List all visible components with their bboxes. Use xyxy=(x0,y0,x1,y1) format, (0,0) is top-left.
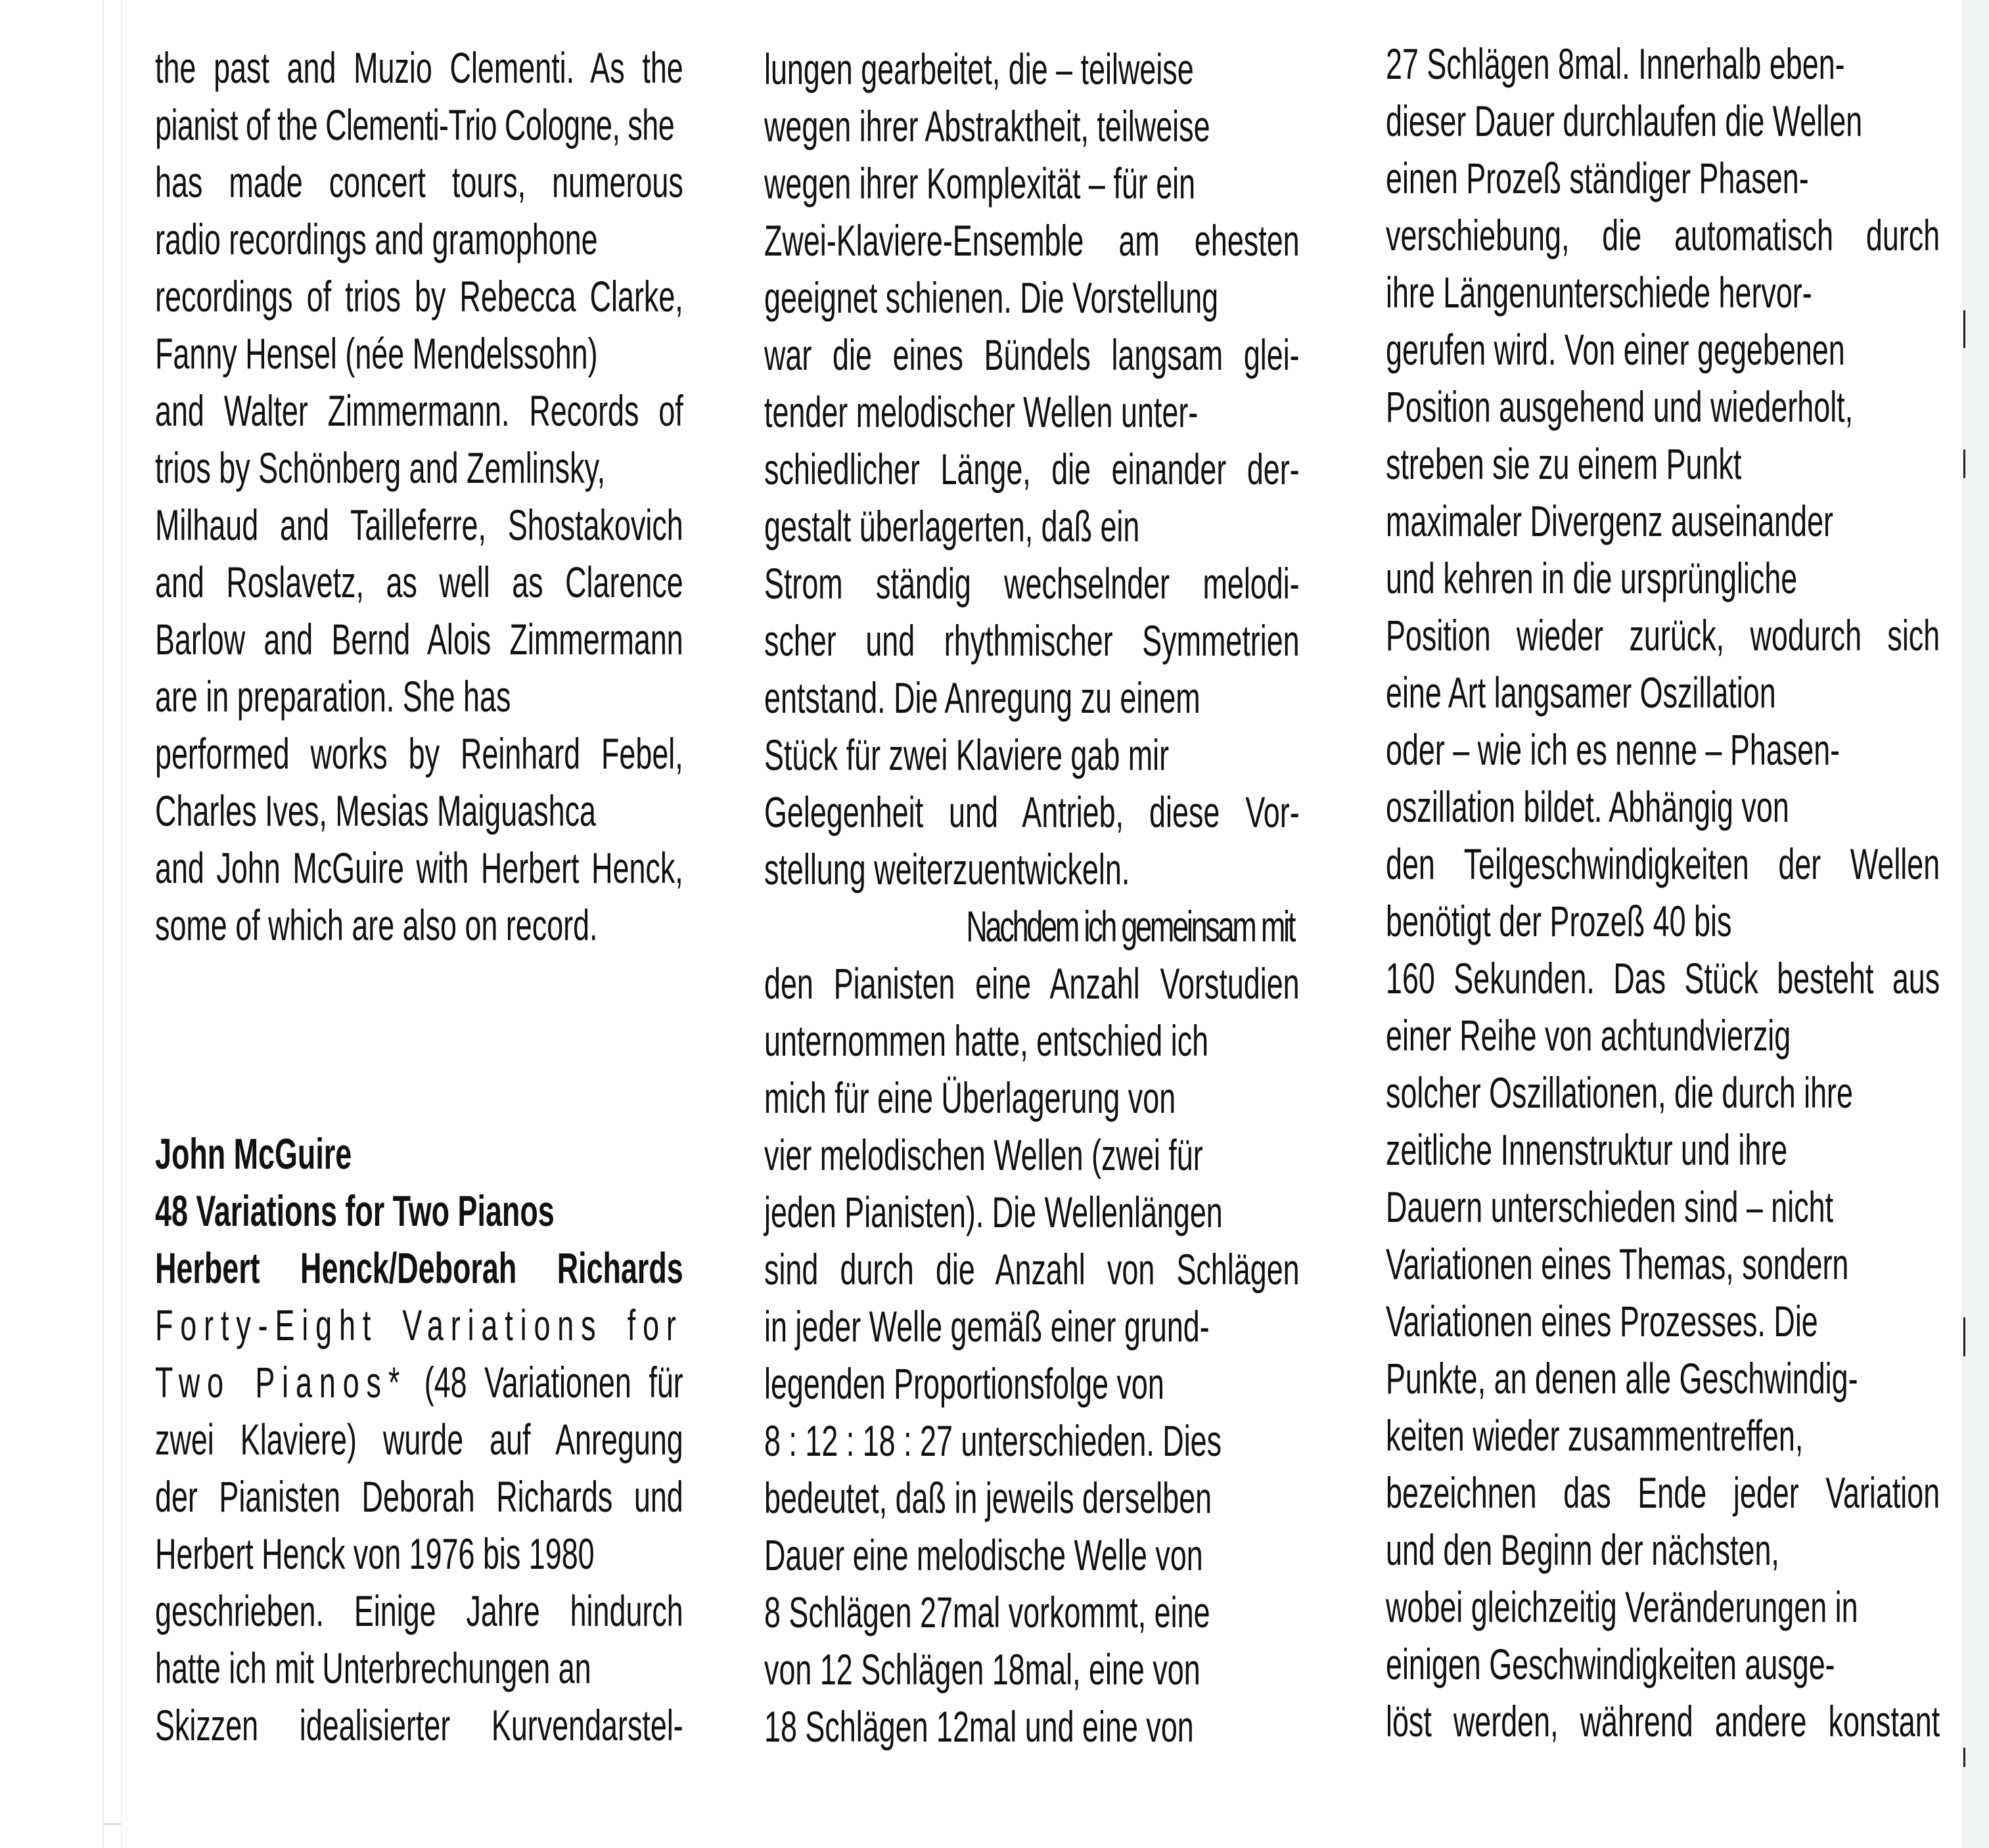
text-line-content: Zwei-Klaviere-Ensemble am ehesten xyxy=(764,216,1300,265)
text-line-content: Gelegenheit und Antrieb, diese Vor- xyxy=(764,788,1300,836)
text-line xyxy=(155,611,683,668)
page-edge xyxy=(1963,0,1989,1848)
text-line xyxy=(1386,436,1940,493)
text-line xyxy=(764,1641,1300,1698)
text-line xyxy=(155,1583,683,1640)
text-line xyxy=(1386,1064,1940,1121)
text-line xyxy=(764,269,1300,327)
text-line-content: lungen gearbeitet, die – teilweise xyxy=(764,45,1194,93)
text-line xyxy=(1386,607,1940,664)
text-line-content: oder – wie ich es nenne – Phasen- xyxy=(1386,725,1840,774)
text-line-content: mich für eine Überlagerung von xyxy=(764,1073,1176,1122)
text-line xyxy=(764,1012,1300,1070)
text-line-content: solcher Oszillationen, die durch ihre xyxy=(1386,1068,1853,1117)
text-line xyxy=(155,39,683,97)
work-title-text: 48 Variations for Two Pianos xyxy=(155,1186,555,1235)
text-line-content: radio recordings and gramophone xyxy=(155,215,598,263)
text-line xyxy=(764,1527,1300,1584)
text-line-content: 27 Schlägen 8mal. Innerhalb eben- xyxy=(1386,39,1845,88)
text-line xyxy=(1386,93,1940,150)
work-description xyxy=(155,1411,683,1754)
text-line xyxy=(764,841,1300,898)
text-line-content: geeignet schienen. Die Vorstellung xyxy=(764,273,1219,322)
text-line-content: vier melodischen Wellen (zwei für xyxy=(764,1131,1203,1179)
text-line-content: Charles Ives, Mesias Maiguashca xyxy=(155,786,596,835)
text-line xyxy=(155,268,683,325)
text-line-content: oszillation bildet. Abhängig von xyxy=(1386,782,1789,831)
text-line-content: Dauern unterschieden sind – nicht xyxy=(1386,1183,1834,1231)
text-line xyxy=(1386,1236,1940,1293)
text-line-content: hatte ich mit Unterbrechungen an xyxy=(155,1644,591,1692)
text-line-content: 8 : 12 : 18 : 27 unterschieden. Dies xyxy=(764,1416,1222,1465)
text-line-content: and Roslavetz, as well as Clarence xyxy=(155,558,683,606)
page-corner-mark xyxy=(104,1823,121,1825)
text-line xyxy=(764,441,1300,498)
text-line-content: den Teilgeschwindigkeiten der Wellen xyxy=(1386,840,1940,888)
text-line xyxy=(764,612,1300,669)
text-line-content: und kehren in die ursprüngliche xyxy=(1386,554,1798,602)
text-line-content: Nachdem ich gemeinsam mit xyxy=(966,902,1294,951)
text-line xyxy=(764,1070,1300,1127)
text-line xyxy=(155,897,683,954)
text-line xyxy=(1386,493,1940,550)
text-line xyxy=(155,668,683,725)
text-line-content: Fanny Hensel (née Mendelssohn) xyxy=(155,329,598,378)
german-title-start: (48 Variationen für xyxy=(424,1358,683,1407)
text-line-content: der Pianisten Deborah Richards und xyxy=(155,1472,683,1521)
text-line xyxy=(764,1184,1300,1241)
work-composer-text: John McGuire xyxy=(155,1129,352,1178)
text-line xyxy=(1386,321,1940,378)
text-line xyxy=(764,955,1300,1012)
text-line-content: streben sie zu einem Punkt xyxy=(1386,439,1742,488)
column-3 xyxy=(1386,35,1940,1750)
text-line xyxy=(155,1468,683,1525)
text-line-content: Strom ständig wechselnder melodi- xyxy=(764,559,1300,608)
text-line-content: 8 Schlägen 27mal vorkommt, eine xyxy=(764,1588,1210,1636)
edge-mark xyxy=(1963,1317,1965,1357)
text-line xyxy=(155,840,683,897)
text-line-content: 160 Sekunden. Das Stück besteht aus xyxy=(1386,954,1940,1003)
text-line-content: zwei Klaviere) wurde auf Anregung xyxy=(155,1415,683,1464)
edge-mark xyxy=(1963,449,1965,478)
text-line xyxy=(155,97,683,154)
text-line xyxy=(764,1584,1300,1641)
work-performers xyxy=(155,1240,683,1297)
text-line xyxy=(764,1412,1300,1470)
text-line-content: einer Reihe von achtundvierzig xyxy=(1386,1011,1791,1060)
text-line-content: gestalt überlagerten, daß ein xyxy=(764,502,1140,551)
text-line-content: tender melodischer Wellen unter- xyxy=(764,388,1199,436)
text-line-content: von 12 Schlägen 18mal, eine von xyxy=(764,1645,1200,1694)
text-line-content: den Pianisten eine Anzahl Vorstudien xyxy=(764,959,1300,1008)
text-line xyxy=(764,727,1300,784)
text-line-content: Position ausgehend und wiederholt, xyxy=(1386,382,1854,431)
text-line xyxy=(155,382,683,439)
text-line-content: wobei gleichzeitig Veränderungen in xyxy=(1386,1583,1858,1631)
english-title-end-wrapper xyxy=(155,1358,683,1407)
bio-paragraph xyxy=(155,39,683,954)
text-line xyxy=(1386,550,1940,607)
work-entry xyxy=(155,1125,683,1754)
text-line-content: maximaler Divergenz auseinander xyxy=(1386,497,1834,545)
text-line-content: legenden Proportionsfolge von xyxy=(764,1359,1164,1408)
english-title-line xyxy=(155,1297,683,1354)
text-line xyxy=(764,212,1300,269)
text-line-content: einen Prozeß ständiger Phasen- xyxy=(1386,154,1809,202)
text-line xyxy=(764,898,1300,955)
column-2 xyxy=(764,41,1300,1755)
text-line xyxy=(155,211,683,268)
text-line xyxy=(1386,378,1940,436)
text-line xyxy=(1386,1007,1940,1064)
text-line xyxy=(155,554,683,611)
english-title-end: Two Pianos* xyxy=(155,1358,407,1407)
text-line-content: recordings of trios by Rebecca Clarke, xyxy=(155,272,683,321)
text-line xyxy=(155,1411,683,1468)
text-line-content: Skizzen idealisierter Kurvendarstel- xyxy=(155,1701,683,1749)
text-line xyxy=(1386,1579,1940,1636)
text-line xyxy=(764,1355,1300,1412)
text-line-content: jeden Pianisten). Die Wellenlängen xyxy=(764,1188,1223,1236)
text-line xyxy=(764,1470,1300,1527)
text-line xyxy=(1386,1179,1940,1236)
text-line xyxy=(1386,1464,1940,1521)
text-line-content: verschiebung, die automatisch durch xyxy=(1386,211,1940,259)
edge-mark xyxy=(1963,310,1965,348)
text-line xyxy=(1386,1636,1940,1693)
text-line-content: scher und rhythmischer Symmetrien xyxy=(764,616,1300,665)
text-line xyxy=(764,784,1300,841)
work-title xyxy=(155,1183,683,1240)
text-line-content: pianist of the Clementi-Trio Cologne, she xyxy=(155,101,675,149)
text-line-content: Barlow and Bernd Alois Zimmermann xyxy=(155,615,683,664)
text-line xyxy=(764,155,1300,212)
text-line-content: eine Art langsamer Oszillation xyxy=(1386,668,1776,717)
text-line-content: trios by Schönberg and Zemlinsky, xyxy=(155,443,606,492)
text-line xyxy=(155,439,683,497)
paragraph-2 xyxy=(764,898,1300,1755)
text-line xyxy=(1386,264,1940,321)
text-line xyxy=(155,1640,683,1697)
text-line-content: geschrieben. Einige Jahre hindurch xyxy=(155,1587,683,1635)
text-line-content: Milhaud and Tailleferre, Shostakovich xyxy=(155,501,683,549)
text-line xyxy=(1386,1350,1940,1407)
text-line xyxy=(1386,150,1940,207)
text-line xyxy=(155,1697,683,1754)
text-line-content: gerufen wird. Von einer gegebenen xyxy=(1386,325,1845,374)
text-line xyxy=(764,327,1300,384)
text-line xyxy=(764,669,1300,727)
text-line-content: stellung weiterzuentwickeln. xyxy=(764,845,1130,893)
text-line xyxy=(764,384,1300,441)
text-line xyxy=(155,325,683,382)
text-line xyxy=(1386,1293,1940,1350)
text-line-content: some of which are also on record. xyxy=(155,901,598,949)
text-line-content: war die eines Bündels langsam glei- xyxy=(764,330,1300,379)
text-line-content: schiedlicher Länge, die einander der- xyxy=(764,445,1300,493)
text-line-content: in jeder Welle gemäß einer grund- xyxy=(764,1302,1210,1351)
text-line-content: zeitliche Innenstruktur und ihre xyxy=(1386,1125,1788,1174)
paragraph-1 xyxy=(764,41,1300,898)
text-line-content: benötigt der Prozeß 40 bis xyxy=(1386,897,1732,945)
text-line xyxy=(1386,1407,1940,1464)
work-performers-text: Herbert Henck/Deborah Richards xyxy=(155,1244,683,1292)
text-line xyxy=(764,1698,1300,1755)
text-line-content: sind durch die Anzahl von Schlägen xyxy=(764,1245,1300,1294)
text-line-content: löst werden, während andere konstant xyxy=(1386,1697,1940,1746)
text-line-content: performed works by Reinhard Febel, xyxy=(155,729,683,778)
english-title-text: Forty-Eight Variations for xyxy=(155,1301,683,1349)
text-line-content: Position wieder zurück, wodurch sich xyxy=(1386,611,1940,660)
text-line xyxy=(155,725,683,782)
edge-mark xyxy=(1963,1747,1965,1767)
text-line xyxy=(1386,950,1940,1007)
text-line-content: and John McGuire with Herbert Henck, xyxy=(155,844,683,892)
text-line-content: Stück für zwei Klaviere gab mir xyxy=(764,731,1170,779)
text-line-content: bedeutet, daß in jeweils derselben xyxy=(764,1474,1212,1522)
text-line xyxy=(155,154,683,211)
text-line-content: und den Beginn der nächsten, xyxy=(1386,1525,1779,1574)
text-line xyxy=(764,1127,1300,1184)
text-line-content: wegen ihrer Komplexität – für ein xyxy=(764,159,1196,208)
work-composer xyxy=(155,1125,683,1183)
text-line-content: the past and Muzio Clementi. As the xyxy=(155,43,683,92)
text-line xyxy=(1386,721,1940,778)
text-line-content: Variationen eines Prozesses. Die xyxy=(1386,1297,1818,1345)
text-line xyxy=(764,98,1300,155)
text-line xyxy=(155,782,683,840)
text-line xyxy=(1386,893,1940,950)
text-line-content: Variationen eines Themas, sondern xyxy=(1386,1240,1849,1288)
text-line xyxy=(764,498,1300,555)
text-line xyxy=(1386,1121,1940,1179)
text-line-content: bezeichnen das Ende jeder Variation xyxy=(1386,1468,1940,1517)
text-line xyxy=(1386,778,1940,836)
text-line xyxy=(1386,1693,1940,1750)
text-line xyxy=(764,1241,1300,1298)
text-line-content: unternommen hatte, entschied ich xyxy=(764,1016,1209,1065)
text-line xyxy=(764,41,1300,98)
text-line-content: has made concert tours, numerous xyxy=(155,158,683,206)
text-line-content: keiten wieder zusammentreffen, xyxy=(1386,1411,1804,1460)
text-line xyxy=(155,497,683,554)
text-line-content: 18 Schlägen 12mal und eine von xyxy=(764,1702,1194,1751)
text-line-content: Herbert Henck von 1976 bis 1980 xyxy=(155,1529,595,1578)
text-line xyxy=(764,1298,1300,1355)
text-line xyxy=(764,555,1300,612)
text-line xyxy=(1386,664,1940,721)
text-line-content: are in preparation. She has xyxy=(155,672,511,721)
text-line-content: dieser Dauer durchlaufen die Wellen xyxy=(1386,97,1863,145)
text-line xyxy=(1386,1521,1940,1579)
text-line-content: Punkte, an denen alle Geschwindig- xyxy=(1386,1354,1858,1403)
text-line-content: entstand. Die Anregung zu einem xyxy=(764,673,1200,722)
column-1 xyxy=(155,39,683,1754)
page-fold-line xyxy=(103,0,122,1848)
english-title-end-line xyxy=(155,1354,683,1411)
text-line-content: and Walter Zimmermann. Records of xyxy=(155,386,683,435)
paragraph-continued xyxy=(1386,35,1940,1750)
text-line-content: wegen ihrer Abstraktheit, teilweise xyxy=(764,102,1210,150)
text-line xyxy=(1386,207,1940,264)
text-line xyxy=(1386,35,1940,93)
text-line-content: einigen Geschwindigkeiten ausge- xyxy=(1386,1640,1835,1688)
text-line xyxy=(155,1525,683,1583)
text-line xyxy=(1386,836,1940,893)
text-line-content: Dauer eine melodische Welle von xyxy=(764,1531,1203,1579)
text-line-content: ihre Längenunterschiede hervor- xyxy=(1386,268,1812,317)
